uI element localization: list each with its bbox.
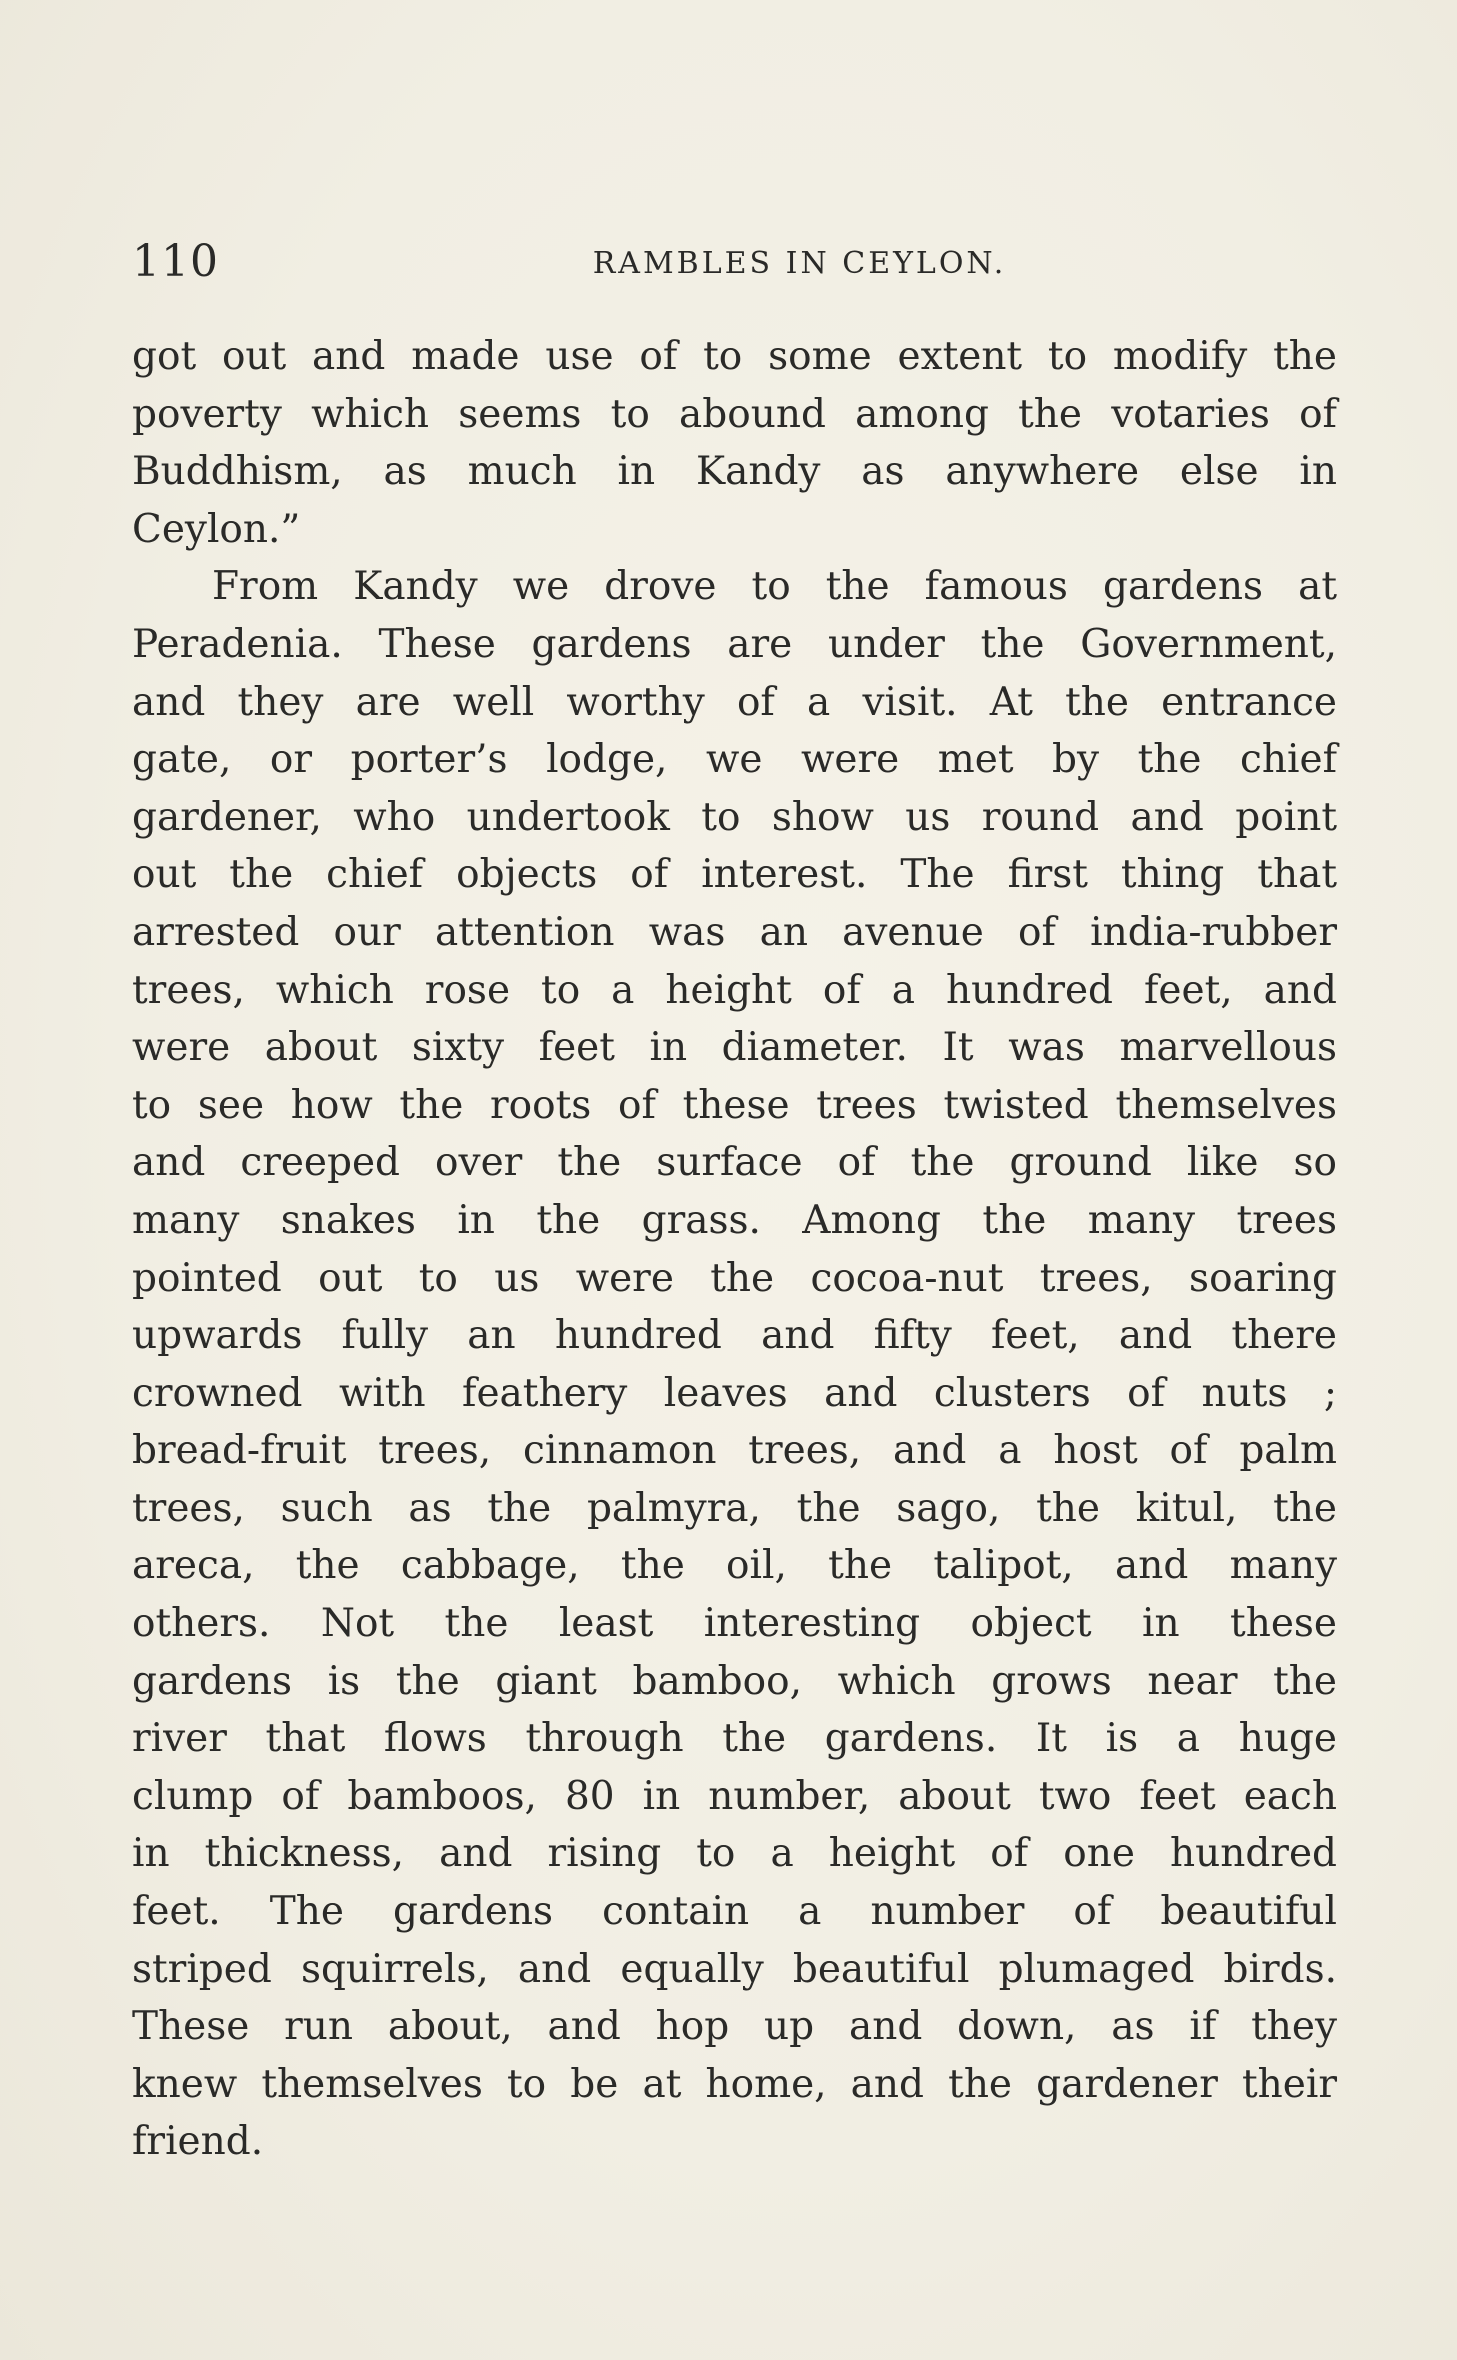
- text-line: Ceylon.”: [132, 506, 301, 552]
- text-line: feet. The gardens contain a number of beautiful: [132, 1889, 1337, 1935]
- text-line: and they are well worthy of a visit. At the entrance: [132, 679, 1337, 725]
- body-text: [132, 328, 1337, 2171]
- text-line: upwards fully an hundred and fifty feet, and there: [132, 1313, 1337, 1359]
- text-line: were about sixty feet in diameter. It was marvellous: [132, 1025, 1337, 1071]
- text-line: gardens is the giant bamboo, which grows near the: [132, 1658, 1337, 1704]
- text-line: poverty which seems to abound among the votaries of: [132, 391, 1337, 437]
- page-number: 110: [132, 236, 219, 287]
- text-line: Peradenia. These gardens are under the Government,: [132, 621, 1337, 667]
- text-line: crowned with feathery leaves and clusters of nuts ;: [132, 1370, 1337, 1416]
- text-line: friend.: [132, 2119, 264, 2165]
- paragraph-first-line: From Kandy we drove to the famous gardens at: [212, 564, 1337, 610]
- text-line: river that flows through the gardens. It is a huge: [132, 1716, 1337, 1762]
- text-line: These run about, and hop up and down, as if they: [132, 2004, 1337, 2050]
- text-line: to see how the roots of these trees twisted themselves: [132, 1082, 1337, 1128]
- text-line: striped squirrels, and equally beautiful plumaged birds.: [132, 1946, 1337, 1992]
- page-header: [132, 232, 1337, 292]
- text-line: trees, such as the palmyra, the sago, the kitul, the: [132, 1485, 1337, 1531]
- text-line: in thickness, and rising to a height of one hundred: [132, 1831, 1337, 1877]
- text-line: areca, the cabbage, the oil, the talipot, and many: [132, 1543, 1337, 1589]
- text-line: others. Not the least interesting object in these: [132, 1601, 1337, 1647]
- text-line: and creeped over the surface of the ground like so: [132, 1140, 1337, 1186]
- text-line: out the chief objects of interest. The first thing that: [132, 852, 1337, 898]
- text-line: gate, or porter’s lodge, we were met by the chief: [132, 737, 1337, 783]
- text-line: many snakes in the grass. Among the many trees: [132, 1197, 1337, 1243]
- text-line: gardener, who undertook to show us round and point: [132, 794, 1337, 840]
- text-line: trees, which rose to a height of a hundred feet, and: [132, 967, 1337, 1013]
- text-line: Buddhism, as much in Kandy as anywhere else in: [132, 449, 1337, 495]
- running-head: RAMBLES IN CEYLON.: [592, 246, 1007, 281]
- text-line: clump of bamboos, 80 in number, about two feet each: [132, 1773, 1337, 1819]
- text-line: knew themselves to be at home, and the gardener their: [132, 2061, 1337, 2107]
- text-line: arrested our attention was an avenue of india-rubber: [132, 909, 1337, 955]
- text-line: bread-fruit trees, cinnamon trees, and a host of palm: [132, 1428, 1337, 1474]
- text-line: got out and made use of to some extent to modify the: [132, 334, 1337, 379]
- text-line: pointed out to us were the cocoa-nut trees, soaring: [132, 1255, 1337, 1301]
